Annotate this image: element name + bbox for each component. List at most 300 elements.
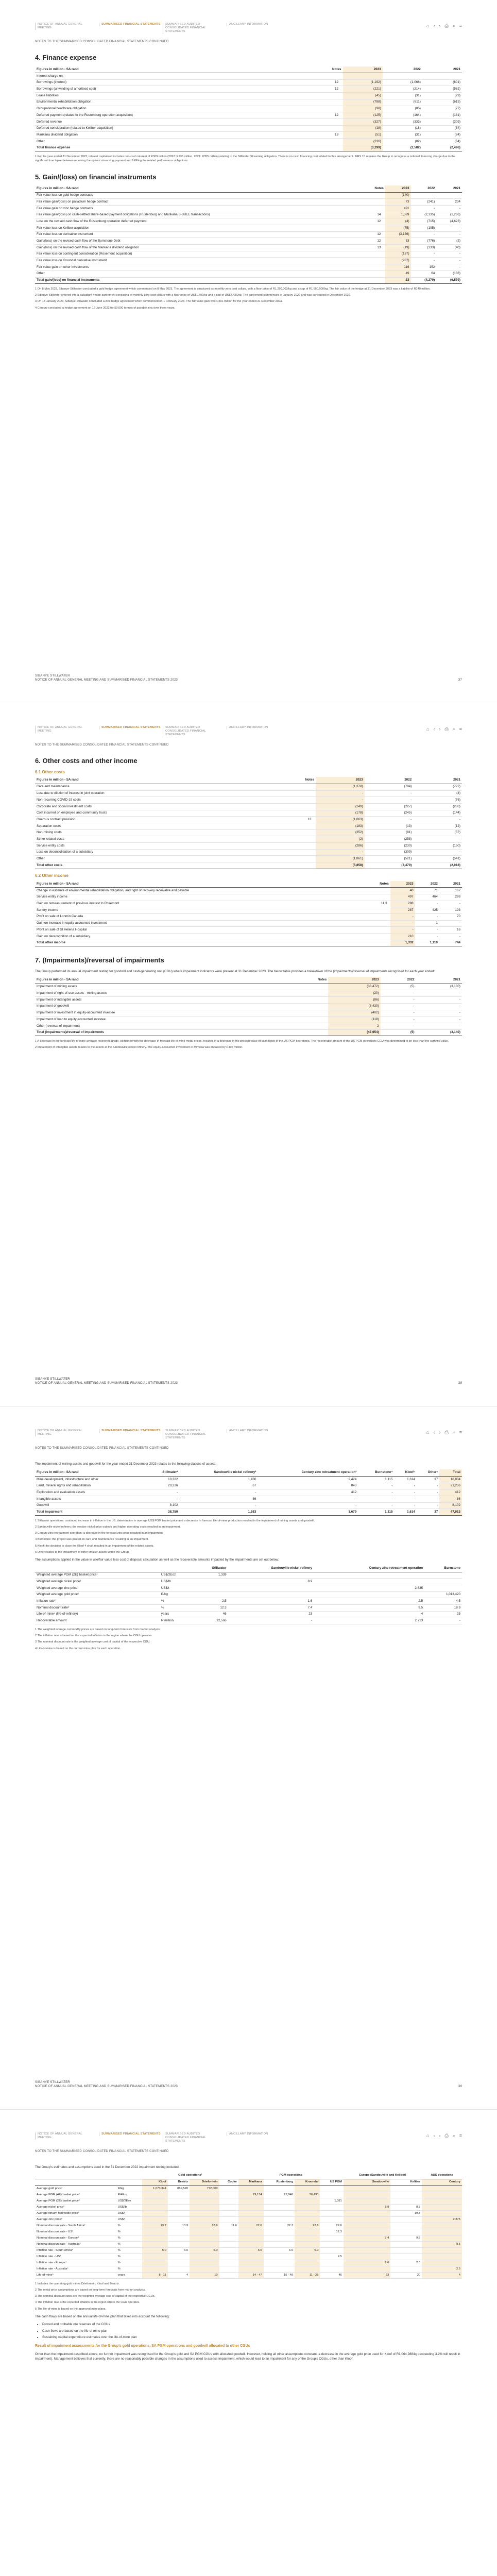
row-label: Other xyxy=(35,856,303,862)
row-value: 70 xyxy=(439,913,462,920)
row-value xyxy=(238,2254,264,2260)
table-row xyxy=(35,1572,462,1579)
table-row xyxy=(35,1010,462,1016)
home-icon[interactable]: ⌂ xyxy=(426,726,430,732)
forward-icon[interactable]: › xyxy=(439,23,441,28)
search-icon[interactable]: ⌕ xyxy=(452,2133,455,2138)
footnote: 2 The inflation rate is based on the expected inflation in the region where the CGU operates. xyxy=(35,1634,153,1638)
row-label: Average nickel price² xyxy=(35,2205,116,2211)
nav-tab-summarised-fs[interactable]: SUMMARISED FINANCIAL STATEMENTS xyxy=(99,1429,161,1433)
row-value xyxy=(168,2235,190,2242)
col-notes: Notes xyxy=(316,977,328,984)
row-label: Average gold price² xyxy=(35,2186,116,2192)
row-value: 412 xyxy=(439,1489,462,1496)
table-row xyxy=(35,1618,462,1624)
footnote: 2 The metal price assumptions are based on long-term forecasts from market analysts. xyxy=(35,2289,146,2292)
row-note-ref xyxy=(303,843,316,850)
row-label: Gain/(loss) on the revised cash flow of the Burnstone Debt xyxy=(35,238,373,245)
row-note-ref xyxy=(303,849,316,856)
row-value xyxy=(314,1572,424,1579)
menu-icon[interactable]: ≡ xyxy=(459,2133,462,2138)
table-row xyxy=(35,1003,462,1010)
row-value xyxy=(295,2186,320,2192)
row-value: 1.6 xyxy=(228,1598,314,1605)
row-label: Care and maintenance xyxy=(35,784,303,790)
footer-title: NOTICE OF ANNUAL GENERAL MEETING AND SUMMARISED FINANCIAL STATEMENTS 2023 xyxy=(35,678,178,682)
classes-notes xyxy=(35,1519,462,1554)
row-label: Deferred revenue xyxy=(35,118,331,125)
row-value: 73 xyxy=(385,199,411,206)
row-value: - xyxy=(436,264,462,271)
row-note-ref xyxy=(331,138,343,145)
impairment-notes xyxy=(35,1039,462,1049)
row-value: 6.0 xyxy=(142,2248,168,2254)
row-value: - xyxy=(411,258,437,264)
row-value: (31) xyxy=(383,93,422,99)
row-value: (3,136) xyxy=(385,231,411,238)
row-value: 2 xyxy=(328,1023,381,1029)
row-note-ref xyxy=(303,836,316,843)
other-costs-income-title: 6. Other costs and other income xyxy=(35,757,138,765)
row-value: - xyxy=(395,1496,417,1503)
search-icon[interactable]: ⌕ xyxy=(452,23,455,28)
row-label: Fair value gain on zinc hedge contracts xyxy=(35,205,373,212)
menu-icon[interactable]: ≡ xyxy=(459,726,462,732)
row-value: 4.5 xyxy=(424,1598,462,1605)
table-row xyxy=(35,251,462,258)
print-icon[interactable]: ⎙ xyxy=(444,1430,449,1435)
home-icon[interactable]: ⌂ xyxy=(426,23,430,28)
row-value xyxy=(168,2205,190,2211)
result-text: Other than the impairment described above, no further impairment was recognised for the Group's gold and SA PGM CGUs with allocated goodwill. However, holding all other assumptions constant, a decrease in the average gold price used for Kloof of R1,064,988/kg (exceeding 3.9% will result in impairment). Management believes that currently, there are no reasonably possible changes in the assumptions used to assess impairment, which would lead to an impairment for any of the Group's CGUs, other than Kloof. xyxy=(35,2352,460,2361)
row-note-ref xyxy=(373,258,385,264)
nav-tab-agm[interactable]: NOTICE OF ANNUAL GENERAL MEETING xyxy=(35,2132,97,2140)
row-note-ref xyxy=(303,803,316,810)
col-notes: Notes xyxy=(378,881,390,888)
total-value: (5) xyxy=(381,1029,416,1036)
nav-tab-audited-fs[interactable]: SUMMARISED AUDITED CONSOLIDATED FINANCIAL STATEMENTS xyxy=(163,2132,225,2143)
row-value: 67 xyxy=(179,1483,258,1489)
other-income-subtitle: 6.2 Other income xyxy=(35,873,68,878)
row-value: (38,472) xyxy=(328,984,381,990)
table-row xyxy=(35,218,462,225)
row-value: (230) xyxy=(365,843,414,850)
forward-icon[interactable]: › xyxy=(439,2133,441,2138)
row-note-ref xyxy=(316,984,328,990)
row-value xyxy=(168,2254,190,2260)
row-value: (521) xyxy=(365,856,414,862)
row-value: (164) xyxy=(383,112,422,119)
section-note: NOTES TO THE SUMMARISED CONSOLIDATED FINANCIAL STATEMENTS CONTINUED xyxy=(35,743,169,747)
col-notes: Notes xyxy=(331,66,343,73)
row-value: (288) xyxy=(413,803,462,810)
row-value: - xyxy=(436,205,462,212)
row-label: Non-mining costs xyxy=(35,829,303,836)
total-row xyxy=(35,940,462,946)
row-note-ref: 12 xyxy=(331,86,343,93)
row-note-ref: 13 xyxy=(331,132,343,139)
col-header: Figures in million - SA rand xyxy=(35,1469,147,1476)
row-value: - xyxy=(436,231,462,238)
row-value xyxy=(344,2192,391,2198)
footnote: 2 Impairment of intangible assets relates to the assets at the Sandouville nickel refinery. The equity-accounted investment in Mimosa was impaired by R402 million. xyxy=(35,1046,243,1049)
row-value xyxy=(194,1585,228,1592)
row-value xyxy=(422,2192,462,2198)
row-value xyxy=(390,2242,422,2248)
table-row xyxy=(35,810,462,817)
row-value xyxy=(422,2186,462,2192)
table-row xyxy=(35,270,462,277)
row-value: - xyxy=(417,1502,439,1509)
row-note-ref xyxy=(316,1010,328,1016)
row-value: (18) xyxy=(343,125,383,132)
row-value: (86) xyxy=(328,997,381,1004)
row-value: (214) xyxy=(383,86,422,93)
total-label: Total impairment xyxy=(35,1509,147,1516)
estimates-table xyxy=(35,2173,462,2279)
nav-tab-audited-fs[interactable]: SUMMARISED AUDITED CONSOLIDATED FINANCIAL STATEMENTS xyxy=(163,23,225,33)
footnote: 1 For the year ended 31 December 2023, interest capitalised includes non-cash interest of R309 million (2022: R235 million, 2021: R355 million) relating to the Stillwater Streaming obligation. There is no cash financing cost related to this arrangement. IFRS 15 requires the Group to recognise a notional financing charge due to the significant time lapse between receiving the upfront streaming payment and fulfilling the related performance obligations. xyxy=(35,155,456,163)
row-value: 2,875 xyxy=(422,2217,462,2223)
row-value: 234 xyxy=(436,199,462,206)
table-row xyxy=(35,2242,462,2248)
row-label: Loss on the revised cash flow of the Rustenburg operation deferred payment xyxy=(35,218,373,225)
row-value: 6.0 xyxy=(190,2248,219,2254)
col-year: 2022 xyxy=(415,881,439,888)
table-row xyxy=(35,86,462,93)
table-row xyxy=(35,2235,462,2242)
col-year: 2022 xyxy=(365,777,414,784)
table-row xyxy=(35,1502,462,1509)
table-row xyxy=(35,2273,462,2279)
row-note-ref xyxy=(378,907,390,914)
row-note-ref: 12 xyxy=(331,79,343,86)
nav-tab-audited-fs[interactable]: SUMMARISED AUDITED CONSOLIDATED FINANCIAL STATEMENTS xyxy=(163,1429,225,1440)
col-year: 2023 xyxy=(316,777,365,784)
row-label: Impairment of loan to equity-accounted investee xyxy=(35,1016,316,1023)
row-value: 23 xyxy=(228,1611,314,1618)
row-value: (57) xyxy=(413,829,462,836)
page-header xyxy=(35,0,462,33)
nav-tab-ancillary[interactable]: ANCILLARY INFORMATION xyxy=(227,2132,288,2136)
row-value: 9.5 xyxy=(422,2242,462,2248)
row-value: - xyxy=(381,997,416,1004)
table-row xyxy=(35,817,462,823)
row-value: (150) xyxy=(413,843,462,850)
col-year: 2021 xyxy=(439,881,462,888)
row-value: - xyxy=(415,901,439,907)
row-value: - xyxy=(316,797,365,804)
nav-tab-summarised-fs[interactable]: SUMMARISED FINANCIAL STATEMENTS xyxy=(99,23,161,26)
col-label: Figures in million - SA rand xyxy=(35,977,316,984)
row-value: - xyxy=(416,1023,462,1029)
row-value xyxy=(142,2192,168,2198)
col-sub-header: Kloof xyxy=(142,2179,168,2186)
table-row xyxy=(35,79,462,86)
col-label: Figures in million - SA rand xyxy=(35,66,331,73)
row-value xyxy=(295,2205,320,2211)
total-value: (2,582) xyxy=(383,145,422,151)
col-header: Kloof⁵ xyxy=(395,1469,417,1476)
row-value xyxy=(422,2211,462,2217)
row-label: Nominal discount rate³ xyxy=(35,1605,160,1612)
col-header: Burnstone⁴ xyxy=(358,1469,394,1476)
row-value xyxy=(295,2242,320,2248)
col-year: 2022 xyxy=(381,977,416,984)
total-label: Total gain/(loss) on financial instruments xyxy=(35,277,373,284)
row-label: Impairment of intangible assets xyxy=(35,997,316,1004)
table-row xyxy=(35,1579,462,1585)
row-value: (727) xyxy=(413,784,462,790)
row-value: 2.5 xyxy=(314,1598,424,1605)
table-row xyxy=(35,2186,462,2192)
forward-icon[interactable]: › xyxy=(439,1430,441,1435)
row-value: 4 xyxy=(314,1611,424,1618)
row-unit: years xyxy=(160,1611,194,1618)
row-value: - xyxy=(436,251,462,258)
footnote: 4 Life-of-mine is based on the current mine plan for each operation. xyxy=(35,1647,121,1650)
row-value xyxy=(344,2229,391,2235)
col-sub-header: Century xyxy=(422,2179,462,2186)
nav-tab-agm[interactable]: NOTICE OF ANNUAL GENERAL MEETING xyxy=(35,23,97,30)
row-value xyxy=(320,2248,343,2254)
row-value: 1 xyxy=(415,920,439,927)
col-year: 2023 xyxy=(390,881,415,888)
row-value: (136) xyxy=(436,270,462,277)
menu-icon[interactable]: ≡ xyxy=(459,23,462,28)
row-value: (4,623) xyxy=(436,218,462,225)
row-value: - xyxy=(416,990,462,997)
row-label: Marikana dividend obligation xyxy=(35,132,331,139)
table-row xyxy=(35,264,462,271)
col-header: Burnstone xyxy=(424,1565,462,1572)
col-sub-header: US PGM xyxy=(320,2179,343,2186)
row-value: 772,000 xyxy=(190,2186,219,2192)
table-row xyxy=(35,106,462,112)
row-label: Goodwill xyxy=(35,1502,147,1509)
nav-tab-agm[interactable]: NOTICE OF ANNUAL GENERAL MEETING xyxy=(35,1429,97,1436)
footer-title: NOTICE OF ANNUAL GENERAL MEETING AND SUMMARISED FINANCIAL STATEMENTS 2023 xyxy=(35,1381,178,1385)
row-note-ref xyxy=(378,927,390,934)
row-value xyxy=(344,2217,391,2223)
row-value xyxy=(314,1579,424,1585)
table-row xyxy=(35,2229,462,2235)
row-value: 9.8 xyxy=(390,2235,422,2242)
row-value: 13.9 xyxy=(168,2223,190,2229)
back-icon[interactable]: ‹ xyxy=(433,1430,435,1435)
row-value: (227) xyxy=(365,803,414,810)
total-value: 3,679 xyxy=(258,1509,358,1516)
row-value: 20 xyxy=(390,2273,422,2279)
home-icon[interactable]: ⌂ xyxy=(426,1430,430,1435)
row-value xyxy=(264,2235,295,2242)
row-unit: R/kg xyxy=(160,1591,194,1598)
row-value: 27,946 xyxy=(264,2192,295,2198)
row-value xyxy=(295,2235,320,2242)
row-value: - xyxy=(390,920,415,927)
row-note-ref xyxy=(316,1016,328,1023)
row-value: (286) xyxy=(316,843,365,850)
footnote: 5 Kloof: the decision to close the Kloof 4 shaft resulted in an impairment of the related assets. xyxy=(35,1544,155,1548)
row-note-ref xyxy=(331,125,343,132)
row-value: 116 xyxy=(385,264,411,271)
col-year: 2022 xyxy=(411,185,437,192)
row-note-ref: 12 xyxy=(331,112,343,119)
total-value: 1,583 xyxy=(179,1509,258,1516)
table-row xyxy=(35,2266,462,2273)
row-value xyxy=(142,2266,168,2273)
row-value: (4) xyxy=(385,218,411,225)
total-value: (47,654) xyxy=(328,1029,381,1036)
row-value xyxy=(219,2242,238,2248)
row-value xyxy=(190,2229,219,2235)
assumptions-notes xyxy=(35,1628,462,1650)
row-value: 22.3 xyxy=(264,2223,295,2229)
print-icon[interactable]: ⎙ xyxy=(444,2133,449,2138)
row-value: 2.5 xyxy=(194,1598,228,1605)
table-row xyxy=(35,1598,462,1605)
table-row xyxy=(35,93,462,99)
row-value: 18.9 xyxy=(424,1605,462,1612)
row-value xyxy=(344,2198,391,2205)
row-value: - xyxy=(390,927,415,934)
table-row xyxy=(35,1591,462,1598)
bullet-item: • Cash flows are based on the life-of-mine plan xyxy=(42,2329,462,2333)
search-icon[interactable]: ⌕ xyxy=(452,726,455,732)
other-income-table xyxy=(35,881,462,947)
footnote: 3 The nominal discount rate is the weighted average cost of capital of the respective CGU. xyxy=(35,1640,150,1644)
table-row xyxy=(35,2205,462,2211)
menu-icon[interactable]: ≡ xyxy=(459,1430,462,1435)
nav-tab-audited-fs[interactable]: SUMMARISED AUDITED CONSOLIDATED FINANCIAL STATEMENTS xyxy=(163,726,225,737)
table-row xyxy=(35,901,462,907)
row-label: Strike-related costs xyxy=(35,836,303,843)
row-value: (149) xyxy=(316,803,365,810)
col-year: 2022 xyxy=(383,66,422,73)
impairment-intro: The Group performed its annual impairment testing for goodwill and cash-generating unit (CGU) where impairment indicators were present at 31 December 2023. The below table provides a breakdown of the (impairments)/reversal of impairments recognised for each year ended: xyxy=(35,969,435,973)
row-value xyxy=(320,2217,343,2223)
row-value xyxy=(424,1579,462,1585)
row-value xyxy=(219,2205,238,2211)
assumptions-table xyxy=(35,1565,462,1624)
row-value: (236) xyxy=(343,138,383,145)
row-value: 6.0 xyxy=(295,2248,320,2254)
total-value: (3,140) xyxy=(416,1029,462,1036)
row-value: (241) xyxy=(411,199,437,206)
total-label: Total other income xyxy=(35,940,378,946)
back-icon[interactable]: ‹ xyxy=(433,23,435,28)
row-label: Life-of-mine⁴ (life-of-refinery) xyxy=(35,1611,160,1618)
total-value: (5,858) xyxy=(316,862,365,869)
row-value: 37 xyxy=(417,1476,439,1483)
group-pgm: PGM operations xyxy=(238,2173,344,2179)
row-value xyxy=(168,2217,190,2223)
row-unit: US$/lb xyxy=(160,1579,194,1585)
total-label: Total other costs xyxy=(35,862,303,869)
row-value xyxy=(320,2242,343,2248)
row-value: 2.0 xyxy=(390,2260,422,2266)
nav-tab-ancillary[interactable]: ANCILLARY INFORMATION xyxy=(227,23,288,26)
back-icon[interactable]: ‹ xyxy=(433,2133,435,2138)
total-value: 38,750 xyxy=(147,1509,179,1516)
section-note: NOTES TO THE SUMMARISED CONSOLIDATED FINANCIAL STATEMENTS CONTINUED xyxy=(35,1446,169,1450)
nav-tab-ancillary[interactable]: ANCILLARY INFORMATION xyxy=(227,1429,288,1433)
table-row xyxy=(35,2260,462,2266)
row-value: - xyxy=(413,836,462,843)
table-row xyxy=(35,245,462,251)
table-row xyxy=(35,73,462,80)
other-costs-table xyxy=(35,777,462,869)
row-value: (8,430) xyxy=(328,1003,381,1010)
row-value: - xyxy=(436,192,462,199)
table-row xyxy=(35,205,462,212)
row-label: Average zinc price² xyxy=(35,2217,116,2223)
search-icon[interactable]: ⌕ xyxy=(452,1430,455,1435)
back-icon[interactable]: ‹ xyxy=(433,726,435,732)
page-header xyxy=(35,703,462,737)
print-icon[interactable]: ⎙ xyxy=(444,23,449,28)
row-value xyxy=(422,2248,462,2254)
print-icon[interactable]: ⎙ xyxy=(444,726,449,732)
nav-tab-ancillary[interactable]: ANCILLARY INFORMATION xyxy=(227,726,288,730)
row-label: Deferred payment (related to the Rustenburg operation acquisition) xyxy=(35,112,331,119)
nav-tab-summarised-fs[interactable]: SUMMARISED FINANCIAL STATEMENTS xyxy=(99,2132,161,2136)
row-value: (327) xyxy=(343,118,383,125)
row-note-ref: 13 xyxy=(303,817,316,823)
forward-icon[interactable]: › xyxy=(439,726,441,732)
row-label: Weighted average zinc price¹ xyxy=(35,1585,160,1592)
row-value xyxy=(295,2260,320,2266)
total-value: 37 xyxy=(417,1509,439,1516)
row-value: (1,266) xyxy=(436,212,462,218)
gains-table xyxy=(35,185,462,284)
row-value: 8 - 11 xyxy=(142,2273,168,2279)
row-value: - xyxy=(395,1489,417,1496)
footer-company: SIBANYE STILLWATER xyxy=(35,1377,70,1381)
nav-tab-summarised-fs[interactable]: SUMMARISED FINANCIAL STATEMENTS xyxy=(99,726,161,730)
cash-flow-bullets xyxy=(35,2322,462,2340)
row-value xyxy=(142,2217,168,2223)
row-value: - xyxy=(439,920,462,927)
row-value: (118) xyxy=(328,1016,381,1023)
row-label: Deferred consideration (related to Keliber acquisition) xyxy=(35,125,331,132)
row-value: (541) xyxy=(413,856,462,862)
row-value: (125) xyxy=(343,112,383,119)
table-row xyxy=(35,1605,462,1612)
row-note-ref xyxy=(303,797,316,804)
nav-tab-agm[interactable]: NOTICE OF ANNUAL GENERAL MEETING xyxy=(35,726,97,733)
table-row xyxy=(35,829,462,836)
row-value xyxy=(422,2235,462,2242)
row-label: Environmental rehabilitation obligation xyxy=(35,99,331,106)
row-label: Land, mineral rights and rehabilitation xyxy=(35,1483,147,1489)
row-value: - xyxy=(436,225,462,232)
home-icon[interactable]: ⌂ xyxy=(426,2133,430,2138)
row-label: Nominal discount rate - Europe³ xyxy=(35,2235,116,2242)
row-value xyxy=(219,2235,238,2242)
row-label: Fair value loss on Keliber acquisition xyxy=(35,225,373,232)
row-note-ref xyxy=(316,1003,328,1010)
row-unit: years xyxy=(116,2273,142,2279)
row-value: (183) xyxy=(316,823,365,830)
row-value xyxy=(219,2229,238,2235)
row-note-ref: 14 xyxy=(373,212,385,218)
row-value xyxy=(320,2186,343,2192)
total-note-ref xyxy=(378,940,390,946)
row-value xyxy=(320,2211,343,2217)
table-row xyxy=(35,843,462,850)
row-value: (333) xyxy=(383,118,422,125)
